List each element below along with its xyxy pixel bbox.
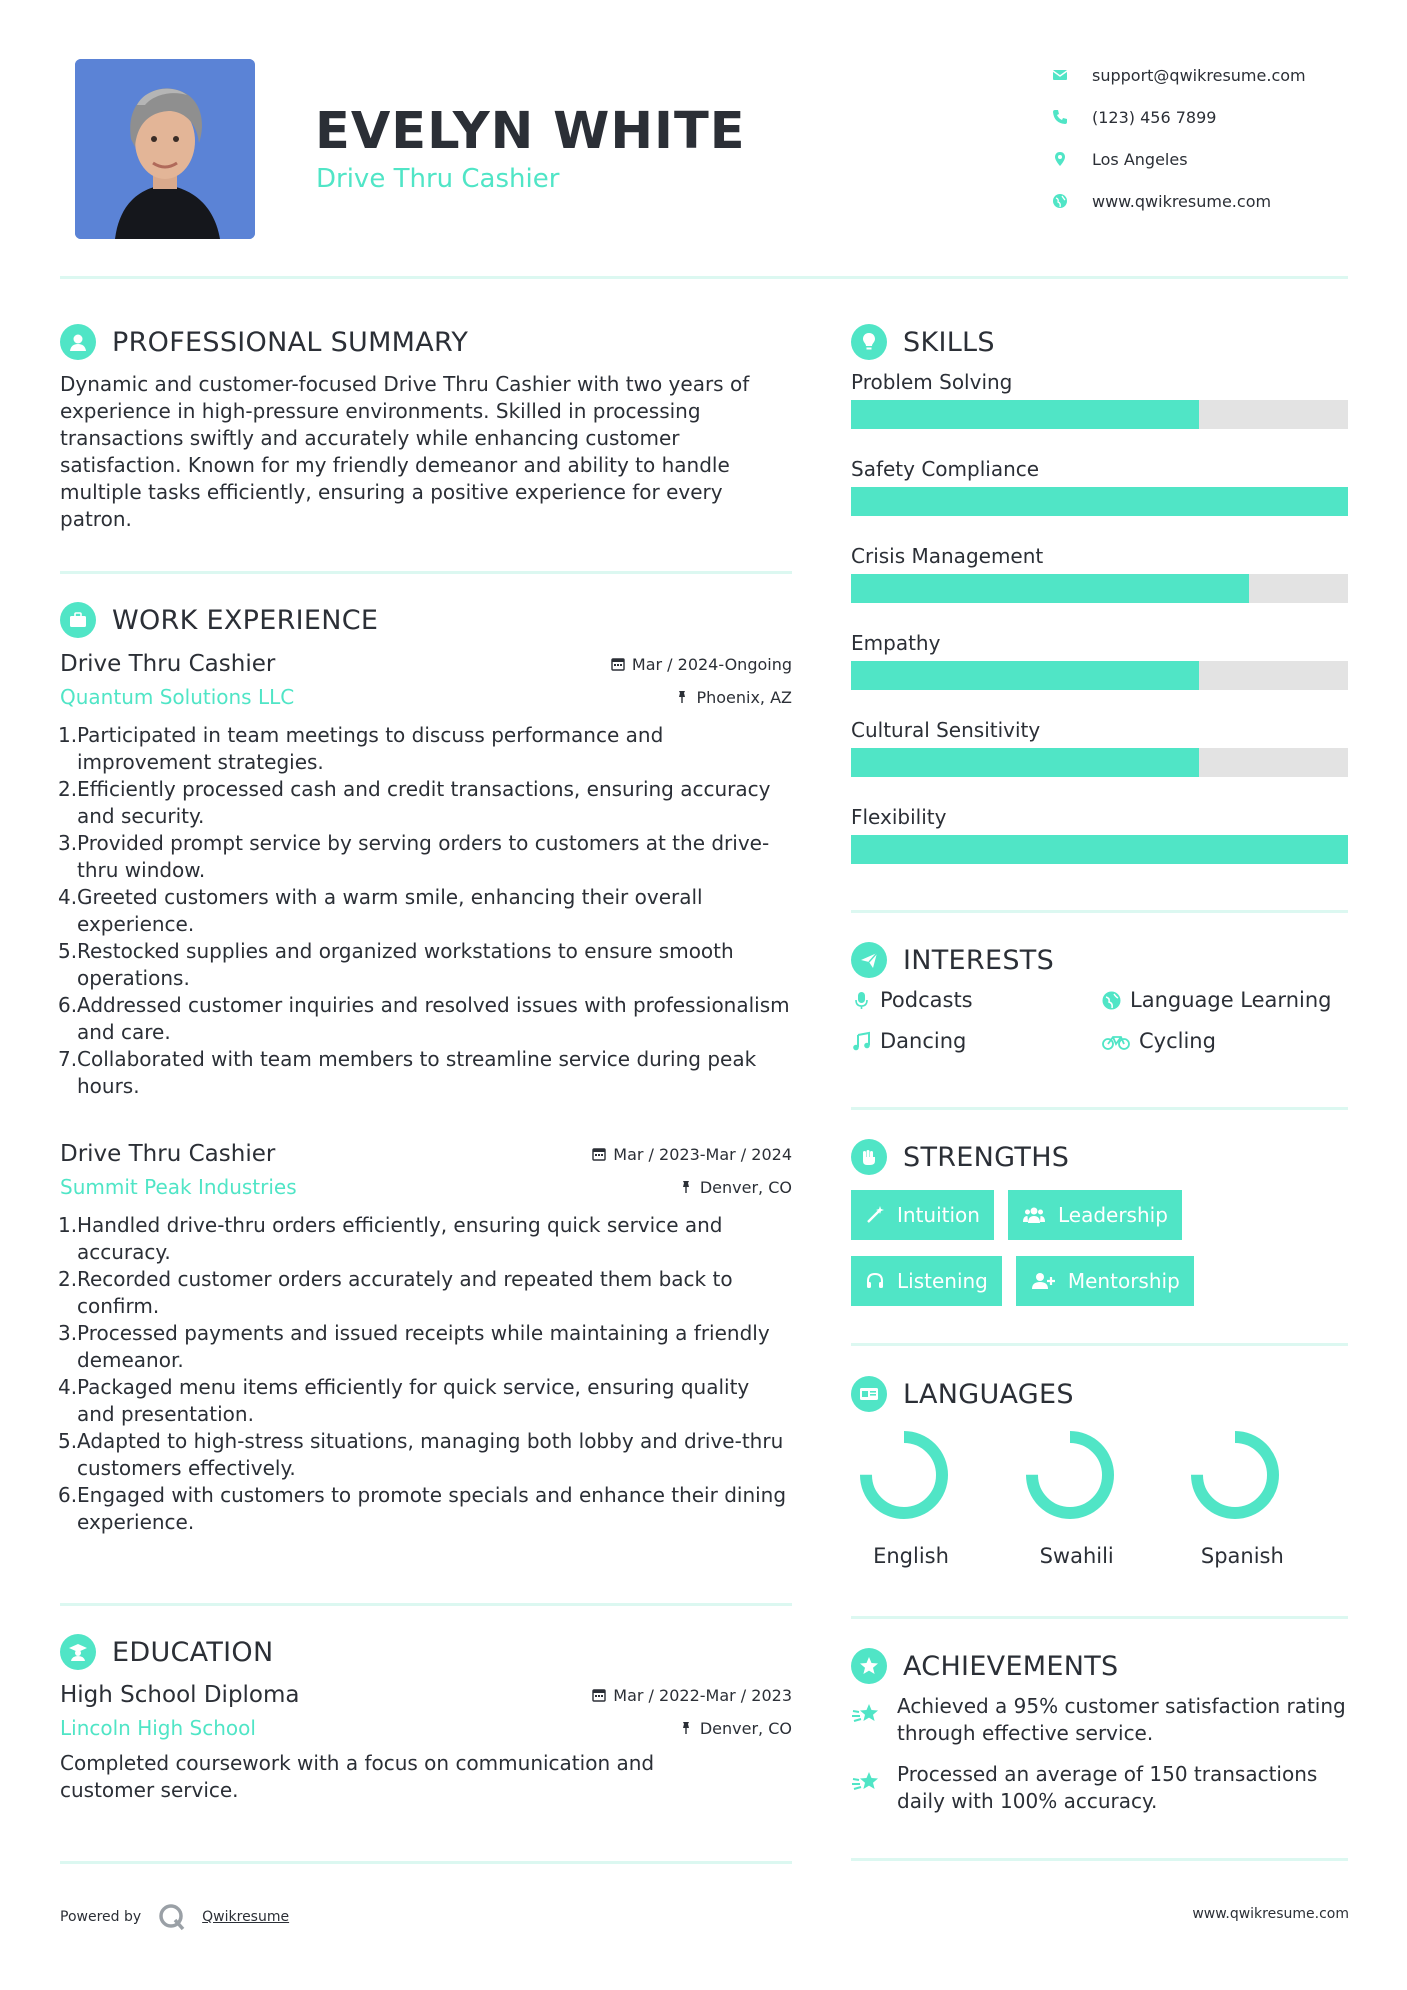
interest-item: [1101, 1029, 1351, 1053]
skill-item: [851, 370, 1348, 429]
interest-item: [851, 1029, 1101, 1053]
duty-text: Processed payments and issued receipts while maintaining a friendly demeanor.: [77, 1321, 770, 1372]
duty-text: Addressed customer inquiries and resolved issues with professionalism and care.: [77, 993, 790, 1044]
calendar-icon: [592, 1688, 606, 1702]
strength-label: Mentorship: [1067, 1269, 1180, 1293]
achievement-text: Achieved a 95% customer satisfaction rating through effective service.: [897, 1694, 1346, 1745]
fist-icon: [858, 1146, 880, 1168]
experience-divider: [60, 1603, 792, 1606]
interest-item: [851, 988, 1101, 1012]
list-item: 4. Greeted customers with a warm smile, enhancing their overall experience.: [58, 884, 792, 938]
skill-name: Problem Solving: [851, 370, 1013, 394]
list-item: 5. Restocked supplies and organized workstations to ensure smooth operations.: [58, 938, 792, 992]
language-name: Swahili: [1039, 1544, 1114, 1568]
paper-plane-icon: [858, 949, 880, 971]
education-title: EDUCATION: [112, 1636, 274, 1668]
experience-section-icon: [60, 602, 96, 638]
user-circle-icon: [67, 331, 89, 353]
skill-bar: [851, 574, 1348, 603]
languages-list: [851, 1430, 1348, 1568]
duty-text: Efficiently processed cash and credit transactions, ensuring accuracy and security.: [77, 777, 771, 828]
skill-item: [851, 457, 1348, 516]
shooting-star-icon: [851, 1767, 881, 1797]
experience-title: WORK EXPERIENCE: [112, 604, 379, 636]
list-item: 5. Adapted to high-stress situations, managing both lobby and drive-thru customers effectively.: [58, 1428, 792, 1482]
briefcase-icon: [67, 609, 89, 631]
microphone-icon: [851, 990, 872, 1011]
skill-bar: [851, 661, 1348, 690]
strength-tag: [1016, 1256, 1194, 1306]
achievement-item: [851, 1693, 1348, 1747]
contact-email-text: support@qwikresume.com: [1092, 65, 1306, 85]
interests-heading: [851, 942, 1054, 978]
duty-text: Packaged menu items efficiently for quick service, ensuring quality and presentation.: [77, 1375, 750, 1426]
achievements-list: [851, 1693, 1348, 1829]
interest-label: Language Learning: [1130, 988, 1332, 1012]
education-degree: High School Diploma: [60, 1682, 300, 1708]
language-progress-ring: [1190, 1430, 1280, 1520]
job-2-company: Summit Peak Industries: [60, 1175, 297, 1199]
phone-icon: [1052, 109, 1068, 125]
skill-name: Safety Compliance: [851, 457, 1040, 481]
job-entry-2: [60, 1138, 792, 1536]
summary-title: PROFESSIONAL SUMMARY: [112, 326, 469, 358]
pushpin-icon: [679, 1180, 693, 1194]
list-item: 7. Collaborated with team members to streamline service during peak hours.: [58, 1046, 792, 1100]
duty-text: Collaborated with team members to streamline service during peak hours.: [77, 1047, 757, 1098]
duty-text: Handled drive-thru orders efficiently, ensuring quick service and accuracy.: [77, 1213, 723, 1264]
interest-label: Dancing: [880, 1029, 967, 1053]
skill-bar: [851, 835, 1348, 864]
skill-bar: [851, 400, 1348, 429]
skill-name: Empathy: [851, 631, 941, 655]
skills-section-icon: [851, 324, 887, 360]
interests-divider: [851, 1107, 1348, 1110]
education-location-text: Denver, CO: [699, 1718, 792, 1738]
languages-divider: [851, 1616, 1348, 1619]
skill-bar-fill: [851, 661, 1199, 690]
contact-list: [1052, 54, 1382, 222]
brand-link[interactable]: Qwikresume: [202, 1909, 290, 1925]
language-ring-arc: [1032, 1437, 1108, 1513]
achievement-text: Processed an average of 150 transactions daily with 100% accuracy.: [897, 1762, 1318, 1813]
job-2-title: Drive Thru Cashier: [60, 1141, 276, 1167]
interests-title: INTERESTS: [903, 944, 1055, 976]
language-ring-arc: [1197, 1437, 1273, 1513]
languages-section-icon: [851, 1376, 887, 1412]
language-item: [1017, 1430, 1183, 1568]
education-section-icon: [60, 1634, 96, 1670]
users-icon: [1022, 1205, 1046, 1225]
skill-bar-fill: [851, 400, 1199, 429]
list-item: 4. Packaged menu items efficiently for quick service, ensuring quality and presentation.: [58, 1374, 792, 1428]
duty-text: Adapted to high-stress situations, managing both lobby and drive-thru customers effectively.: [77, 1429, 784, 1480]
job-1-dates: [611, 655, 792, 674]
list-item: 3. Provided prompt service by serving orders to customers at the drive-thru window.: [58, 830, 792, 884]
language-ring-arc: [866, 1437, 942, 1513]
lightbulb-icon: [858, 331, 880, 353]
star-badge-icon: [858, 1655, 880, 1677]
portrait-image: [75, 59, 255, 239]
list-item: 1. Handled drive-thru orders efficiently, ensuring quick service and accuracy.: [58, 1212, 792, 1266]
language-card-icon: [858, 1383, 880, 1405]
list-item: 2. Recorded customer orders accurately and repeated them back to confirm.: [58, 1266, 792, 1320]
globe-icon: [1052, 193, 1068, 209]
job-2-dates-text: Mar / 2023-Mar / 2024: [613, 1144, 792, 1164]
skill-item: [851, 544, 1348, 603]
languages-title: LANGUAGES: [903, 1378, 1074, 1410]
strengths-heading: [851, 1139, 1069, 1175]
music-note-icon: [851, 1031, 872, 1052]
summary-divider: [60, 571, 792, 574]
skill-bar-fill: [851, 835, 1348, 864]
education-dates-text: Mar / 2022-Mar / 2023: [613, 1685, 792, 1705]
globe-icon: [1101, 990, 1122, 1011]
contact-phone[interactable]: [1052, 96, 1382, 138]
achievement-item: [851, 1761, 1348, 1815]
languages-heading: [851, 1376, 1074, 1412]
language-item: [851, 1430, 1017, 1568]
job-2-dates: [592, 1145, 792, 1164]
experience-heading: [60, 602, 378, 638]
duty-text: Provided prompt service by serving orders to customers at the drive-thru window.: [77, 831, 770, 882]
strengths-section-icon: [851, 1139, 887, 1175]
magic-wand-icon: [865, 1205, 885, 1225]
list-item: 2. Efficiently processed cash and credit transactions, ensuring accuracy and security.: [58, 776, 792, 830]
job-entry-1: [60, 648, 792, 1100]
strength-tag: [851, 1190, 994, 1240]
interests-list: [851, 988, 1348, 1053]
skill-bar: [851, 487, 1348, 516]
envelope-icon: [1052, 67, 1068, 83]
candidate-role: Drive Thru Cashier: [316, 164, 560, 194]
list-item: 3. Processed payments and issued receipts while maintaining a friendly demeanor.: [58, 1320, 792, 1374]
list-item: 6. Engaged with customers to promote specials and enhance their dining experience.: [58, 1482, 792, 1536]
calendar-icon: [592, 1147, 606, 1161]
skills-title: SKILLS: [903, 326, 995, 358]
headphones-icon: [865, 1271, 885, 1291]
powered-by-label: Powered by: [60, 1909, 142, 1925]
language-name: English: [873, 1544, 949, 1568]
duty-text: Participated in team meetings to discuss performance and improvement strategies.: [77, 723, 664, 774]
contact-location: [1052, 138, 1382, 180]
summary-heading: [60, 324, 468, 360]
calendar-icon: [611, 657, 625, 671]
skill-item: [851, 718, 1348, 777]
summary-section-icon: [60, 324, 96, 360]
job-1-duties: [58, 722, 792, 1100]
pushpin-icon: [675, 690, 689, 704]
user-plus-icon: [1030, 1271, 1056, 1291]
location-pin-icon: [1052, 151, 1068, 167]
job-2-duties: [58, 1212, 792, 1536]
education-location: [679, 1719, 792, 1738]
interests-section-icon: [851, 942, 887, 978]
skills-list: [851, 370, 1348, 892]
skill-name: Crisis Management: [851, 544, 1044, 568]
education-heading: [60, 1634, 273, 1670]
duty-text: Greeted customers with a warm smile, enhancing their overall experience.: [77, 885, 703, 936]
interest-label: Podcasts: [880, 988, 973, 1012]
language-item: [1182, 1430, 1348, 1568]
job-1-location-text: Phoenix, AZ: [696, 687, 792, 707]
graduate-icon: [67, 1641, 89, 1663]
skill-name: Flexibility: [851, 805, 947, 829]
language-progress-ring: [1025, 1430, 1115, 1520]
skill-bar-fill: [851, 574, 1249, 603]
header-divider: [60, 276, 1348, 279]
education-text: Completed coursework with a focus on communication and customer service.: [60, 1751, 655, 1802]
contact-website[interactable]: [1052, 180, 1382, 222]
contact-website-text: www.qwikresume.com: [1092, 191, 1272, 211]
bicycle-icon: [1101, 1031, 1131, 1052]
achievements-divider: [851, 1858, 1348, 1861]
skills-heading: [851, 324, 995, 360]
contact-phone-text: (123) 456 7899: [1092, 107, 1217, 127]
strengths-divider: [851, 1343, 1348, 1346]
education-school: Lincoln High School: [60, 1716, 256, 1740]
strength-tag: [1008, 1190, 1182, 1240]
skill-item: [851, 631, 1348, 690]
skill-bar-fill: [851, 487, 1348, 516]
shooting-star-icon: [851, 1699, 881, 1729]
education-entry: [60, 1679, 792, 1804]
skills-divider: [851, 910, 1348, 913]
skill-item: [851, 805, 1348, 864]
strength-label: Listening: [897, 1269, 988, 1293]
interest-item: [1101, 988, 1351, 1012]
strengths-tags: [851, 1190, 1251, 1306]
interest-label: Cycling: [1139, 1029, 1216, 1053]
footer-powered-by: [60, 1902, 289, 1932]
achievements-section-icon: [851, 1648, 887, 1684]
footer-url[interactable]: www.qwikresume.com: [1192, 1906, 1349, 1922]
job-2-location: [679, 1178, 792, 1197]
contact-location-text: Los Angeles: [1092, 149, 1188, 169]
strength-label: Intuition: [897, 1203, 980, 1227]
candidate-name: EVELYN WHITE: [315, 102, 746, 161]
pushpin-icon: [679, 1721, 693, 1735]
list-item: 6. Addressed customer inquiries and resolved issues with professionalism and care.: [58, 992, 792, 1046]
duty-text: Engaged with customers to promote specials and enhance their dining experience.: [77, 1483, 787, 1534]
strengths-title: STRENGTHS: [903, 1141, 1070, 1173]
summary-text: Dynamic and customer-focused Drive Thru Cashier with two years of experience in high-pressure environments. Skilled in processing transactions swiftly and accurately while enhancing customer satisfaction. Known for my friendly demeanor and ability to handle multiple tasks efficiently, ensuring a positive experience for every patron.: [60, 372, 750, 531]
education-divider: [60, 1861, 792, 1864]
job-1-dates-text: Mar / 2024-Ongoing: [631, 654, 792, 674]
skill-name: Cultural Sensitivity: [851, 718, 1041, 742]
job-2-location-text: Denver, CO: [699, 1177, 792, 1197]
contact-email[interactable]: [1052, 54, 1382, 96]
achievements-title: ACHIEVEMENTS: [903, 1650, 1119, 1682]
strength-label: Leadership: [1057, 1203, 1168, 1227]
profile-photo: [75, 59, 255, 239]
duty-text: Restocked supplies and organized workstations to ensure smooth operations.: [77, 939, 734, 990]
duty-text: Recorded customer orders accurately and repeated them back to confirm.: [77, 1267, 733, 1318]
job-1-company: Quantum Solutions LLC: [60, 685, 295, 709]
achievements-heading: [851, 1648, 1119, 1684]
list-item: 1. Participated in team meetings to discuss performance and improvement strategies.: [58, 722, 792, 776]
skill-bar: [851, 748, 1348, 777]
language-name: Spanish: [1200, 1544, 1284, 1568]
education-dates: [592, 1686, 792, 1705]
qwikresume-logo-icon: [157, 1902, 187, 1932]
job-1-title: Drive Thru Cashier: [60, 651, 276, 677]
job-1-location: [675, 688, 792, 707]
skill-bar-fill: [851, 748, 1199, 777]
strength-tag: [851, 1256, 1002, 1306]
language-progress-ring: [859, 1430, 949, 1520]
